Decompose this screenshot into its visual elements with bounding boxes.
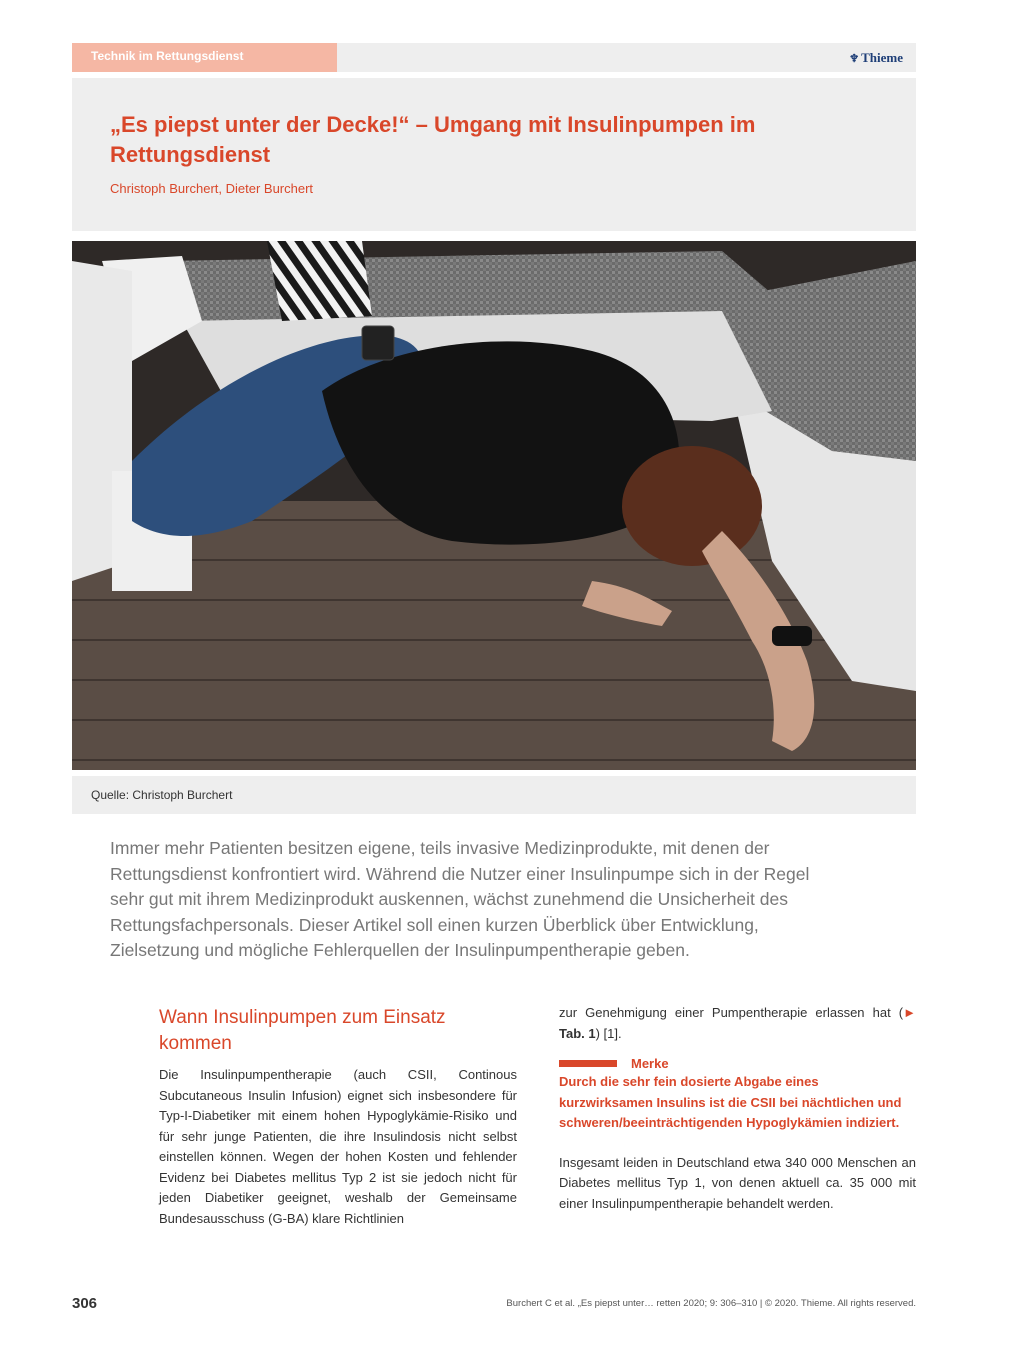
article-authors: Christoph Burchert, Dieter Burchert [110, 181, 314, 196]
publisher-logo [849, 50, 903, 66]
merke-text: Durch die sehr fein dosierte Abgabe eines kurzwirksamen Insulins ist die CSII bei nächtlichen und schweren/beeinträchtigenden Hypoglykämien indiziert. [559, 1074, 902, 1130]
merke-header [559, 1056, 916, 1071]
continuation-text: zur Genehmigung einer Pumpentherapie erlassen hat ( [559, 1005, 904, 1020]
article-photo [72, 241, 916, 770]
table-reference-link[interactable]: Tab. 1 [559, 1025, 596, 1041]
photo-illustration [72, 241, 916, 770]
body-paragraph-continued [559, 1003, 916, 1044]
body-paragraph: Die Insulinpumpentherapie (auch CSII, Continous Subcutaneous Insulin Infusion) eignet sich insbesondere für Typ-I-Diabetiker mit einem hohen Hypoglykämie-Risiko und für sehr junge Patienten, die ihre Insulindosis nicht selbst einstellen können. Wegen der hohen Kosten und fehlender Evidenz bei Diabetes mellitus Typ 2 ist sie jedoch nicht für jeden Diabetiker geeignet, weshalb der Gemeinsame Bundesausschuss (G-BA) klare Richtlinien [159, 1067, 517, 1226]
lead-paragraph: Immer mehr Patienten besitzen eigene, teils invasive Medizinprodukte, mit denen der Rettungsdienst konfrontiert wird. Während die Nutzer einer Insulinpumpe sich in der Regel sehr gut mit ihrem Medizinprodukt auskennen, wächst zunehmend die Unsicherheit des Rettungsfachpersonals. Dieser Artikel soll einen kurzen Überblick über Entwicklung, Zielsetzung und mögliche Fehlerquellen der Insulinpumpentherapie geben. [110, 838, 810, 960]
section-tag: Technik im Rettungsdienst [72, 43, 337, 72]
footer-citation: Burchert C et al. „Es piepst unter… retten 2020; 9: 306–310 | © 2020. Thieme. All rights reserved. [506, 1298, 916, 1309]
body-paragraph: Insgesamt leiden in Deutschland etwa 340 000 Menschen an Diabetes mellitus Typ 1, von denen aktuell ca. 35 000 mit einer Insulinpumpentherapie behandelt werden. [559, 1154, 916, 1211]
merke-label: Merke [631, 1056, 669, 1071]
article-title: „Es piepst unter der Decke!“ – Umgang mit Insulinpumpen im Rettungsdienst [110, 112, 756, 167]
image-caption: Quelle: Christoph Burchert [72, 776, 916, 814]
merke-box [559, 1056, 916, 1134]
table-ref-arrow-icon: ► [903, 1005, 916, 1020]
section-heading: Wann Insulinpumpen zum Einsatz kommen [159, 1007, 446, 1054]
continuation-end: ) [1]. [595, 1025, 622, 1041]
merke-accent-bar [559, 1060, 617, 1067]
thieme-crest-icon: ♆ [849, 53, 860, 65]
page-number: 306 [72, 1295, 98, 1312]
column-left [159, 1005, 517, 1229]
column-right [559, 1003, 916, 1214]
publisher-name: Thieme [861, 50, 903, 65]
